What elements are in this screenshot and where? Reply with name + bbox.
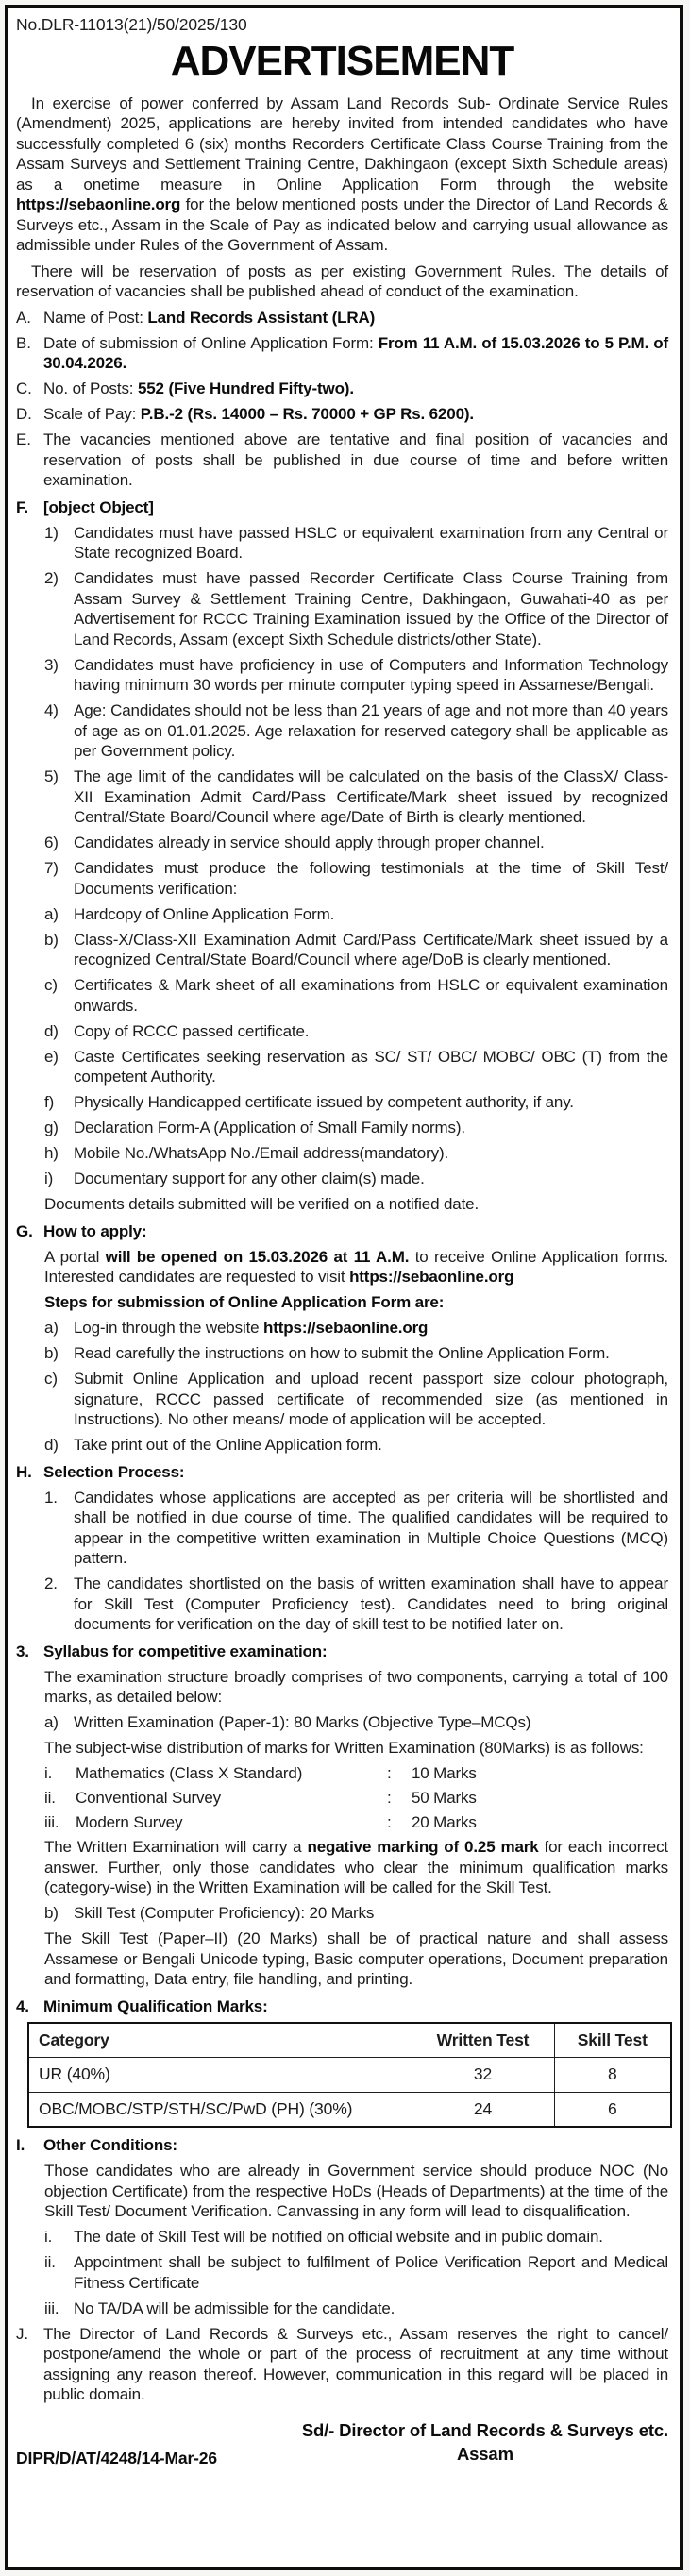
advertisement-document (5, 5, 683, 2570)
marks-row-mathematics (44, 1763, 668, 1784)
item-marker: a) (44, 1713, 59, 1731)
item-text: Declaration Form-A (Application of Small Family norms). (74, 1119, 465, 1136)
item-marker: 3) (44, 655, 59, 674)
marks-distribution-note: The subject-wise distribution of marks for Written Examination (80Marks) is as follows: (44, 1739, 644, 1757)
section-b-marker: B. (16, 333, 31, 352)
col-header-category: Category (28, 2023, 412, 2058)
testimonial-item-h (44, 1143, 668, 1164)
item-text: Candidates must have passed HSLC or equivalent examination from any Central or State recognized Board. (74, 523, 668, 562)
how-to-apply-heading: How to apply: (43, 1221, 147, 1240)
subject-name: Conventional Survey (76, 1789, 222, 1807)
item-marker: c) (44, 976, 58, 994)
portal-text: A portal (44, 1247, 106, 1266)
item-marker: a) (44, 904, 59, 923)
item-marker: 2. (44, 1574, 58, 1592)
section-3-heading (16, 1642, 668, 1662)
item-marker: f) (44, 1093, 55, 1111)
colon: : (387, 1764, 392, 1782)
eligibility-heading: [object Object] (43, 497, 154, 516)
col-header-written-test: Written Test (412, 2023, 554, 2058)
noc-paragraph: Those candidates who are already in Government service should produce NOC (No objection Certificate) from the respective HoDs (Heads of Departments) at the time of the Skill Test/ Document Verification. Canvassing in any form will lead to disqualification. (44, 2162, 668, 2220)
item-marker: 7) (44, 859, 59, 877)
section-3-marker: 3. (16, 1642, 29, 1660)
item-text: Candidates already in service should apply through proper channel. (74, 833, 545, 851)
section-h-marker: H. (16, 1462, 32, 1481)
intro-text: In exercise of power conferred by Assam Land Records Sub- Ordinate Service Rules (Amendment) 2025, applications are hereby invited from intended candidates who have successfully completed 6 (six) months Recorders Certificate Class Course Training from the Assam Surveys and Settlement Training Centre, Dakhingaon (except Sixth Schedule areas) as a onetime measure in Online Application Form through the website (16, 93, 668, 194)
step-b (44, 1343, 668, 1364)
item-marker: i. (44, 2228, 53, 2246)
section-4-marker: 4. (16, 1996, 29, 2015)
item-marker: 2) (44, 569, 59, 587)
item-marker: c) (44, 1370, 58, 1388)
signature-block (16, 2415, 668, 2473)
section-j-text: The Director of Land Records & Surveys etc., Assam reserves the right to cancel/ postpone/amend the whole or part of the process of recruitment at any time without assigning any reason thereof. However, communication in this regard will be placed in public domain. (43, 2324, 668, 2403)
item-marker: i) (44, 1170, 54, 1187)
eligibility-item-6 (44, 833, 668, 853)
item-marker: g) (44, 1119, 59, 1136)
item-marker: 1. (44, 1488, 58, 1507)
subject-name: Modern Survey (76, 1813, 183, 1831)
qualification-marks-table (27, 2022, 672, 2129)
step-a (44, 1318, 668, 1339)
item-marker: 6) (44, 833, 59, 851)
section-a-label: Name of Post: (43, 308, 148, 327)
item-marker: h) (44, 1144, 59, 1162)
item-marker: b) (44, 1344, 59, 1362)
post-count-value: 552 (Five Hundred Fifty-two). (137, 379, 354, 397)
item-text: Mobile No./WhatsApp No./Email address(mandatory). (74, 1144, 449, 1162)
intro-url: https://sebaonline.org (16, 195, 181, 213)
item-text: Candidates must have passed Recorder Certificate Class Course Training from Assam Survey & Settlement Training Centre, Dakhingaon, Guwahati-40 as per Advertisement for RCCC Training Examination issued by the Office of the Director of Land Records, Assam (except Sixth Schedule districts/other State). (74, 569, 668, 648)
subject-marks: 50 Marks (412, 1789, 477, 1807)
portal-url: https://sebaonline.org (349, 1268, 514, 1286)
submission-dates-value: From 11 A.M. of 15.03.2026 to 5 P.M. of 30.04.2026. (43, 333, 668, 372)
eligibility-item-1 (44, 523, 668, 564)
table-row-ur (28, 2058, 671, 2093)
section-e-marker: E. (16, 430, 31, 448)
item-marker: e) (44, 1047, 59, 1066)
item-text: Documentary support for any other claim(s) made. (74, 1170, 425, 1187)
section-j-marker: J. (16, 2324, 28, 2343)
item-text: Physically Handicapped certificate issued by competent authority, if any. (74, 1093, 574, 1111)
section-a-marker: A. (16, 308, 31, 327)
selection-process-heading: Selection Process: (43, 1462, 185, 1481)
section-e (16, 429, 668, 491)
item-marker: iii. (44, 2298, 59, 2317)
subject-name: Mathematics (Class X Standard) (76, 1764, 303, 1782)
documents-note: Documents details submitted will be verified on a notified date. (44, 1195, 480, 1213)
subject-marks: 20 Marks (412, 1813, 477, 1831)
item-marker: b) (44, 930, 59, 949)
eligibility-item-3 (44, 655, 668, 696)
selection-item-2 (44, 1574, 668, 1635)
item-marker: d) (44, 1436, 59, 1454)
section-g-marker: G. (16, 1221, 33, 1240)
item-text: Submit Online Application and upload recent passport size colour photograph, signature, RCCC passed certificate of recommended size (as mentioned in Instructions). No other means/ mode of application will be accepted. (74, 1370, 668, 1428)
selection-item-1 (44, 1488, 668, 1569)
item-text: Candidates whose applications are accepted as per criteria will be shortlisted and shall be notified in due course of time. The qualified candidates will be required to appear in the competitive written examination in Multiple Choice Questions (MCQ) pattern. (74, 1488, 668, 1567)
testimonial-item-c (44, 975, 668, 1016)
item-text: Caste Certificates seeking reservation as SC/ ST/ OBC/ MOBC/ OBC (T) from the competent Authority. (74, 1047, 668, 1086)
min-qualification-heading: Minimum Qualification Marks: (43, 1996, 268, 2015)
condition-iii (44, 2298, 668, 2319)
item-text: Hardcopy of Online Application Form. (74, 904, 335, 923)
written-test-cell: 24 (412, 2092, 554, 2127)
reservation-paragraph: There will be reservation of posts as per existing Government Rules. The details of reservation of vacancies shall be published ahead of conduct of the examination. (16, 261, 668, 300)
section-f-heading (16, 497, 668, 518)
section-i-heading (16, 2135, 668, 2156)
section-f-marker: F. (16, 497, 28, 516)
section-g-heading (16, 1221, 668, 1242)
colon: : (387, 1813, 392, 1831)
testimonial-item-d (44, 1021, 668, 1042)
dipr-reference: DIPR/D/AT/4248/14-Mar-26 (16, 2449, 217, 2467)
testimonial-item-e (44, 1047, 668, 1087)
item-text: Certificates & Mark sheet of all examinations from HSLC or equivalent examination onwards. (74, 976, 668, 1015)
item-marker: 1) (44, 523, 59, 542)
category-cell: UR (40%) (28, 2058, 412, 2093)
section-d-marker: D. (16, 405, 32, 423)
portal-open-date: will be opened on 15.03.2026 at 11 A.M. (105, 1247, 410, 1266)
reference-number: No.DLR-11013(21)/50/2025/130 (16, 15, 247, 34)
item-marker: 5) (44, 767, 59, 785)
pay-scale-value: P.B.-2 (Rs. 14000 – Rs. 70000 + GP Rs. 6200). (140, 405, 474, 423)
section-4-heading (16, 1996, 668, 2017)
item-marker: ii. (44, 2253, 56, 2271)
item-text: Take print out of the Online Application form. (74, 1436, 382, 1454)
written-exam-item (44, 1712, 668, 1733)
testimonial-item-i (44, 1169, 668, 1189)
colon: : (387, 1789, 392, 1807)
item-text: The date of Skill Test will be notified on official website and in public domain. (74, 2228, 603, 2246)
signatory-place: Assam (456, 2443, 513, 2464)
section-d (16, 404, 668, 425)
section-j (16, 2324, 668, 2405)
section-d-label: Scale of Pay: (43, 405, 141, 423)
condition-ii (44, 2252, 668, 2293)
testimonial-item-b (44, 930, 668, 970)
neg-text: The Written Examination will carry a (44, 1838, 308, 1856)
steps-heading: Steps for submission of Online Application Form are: (44, 1293, 445, 1311)
item-marker: d) (44, 1021, 59, 1040)
category-cell: OBC/MOBC/STP/STH/SC/PwD (PH) (30%) (28, 2092, 412, 2127)
item-text: No TA/DA will be admissible for the candidate. (74, 2298, 395, 2317)
item-text: Class-X/Class-XII Examination Admit Card/Pass Certificate/Mark sheet issued by a recognized Central/State Board/Council where age/DoB is clearly mentioned. (74, 930, 668, 968)
testimonial-item-f (44, 1092, 668, 1113)
section-e-text: The vacancies mentioned above are tentative and final position of vacancies and reservation of posts shall be published in due course of time and before written examination. (43, 430, 668, 489)
written-test-cell: 32 (412, 2058, 554, 2093)
skill-test-cell: 6 (554, 2092, 671, 2127)
testimonial-item-g (44, 1118, 668, 1138)
item-text: Log-in through the website (74, 1319, 264, 1337)
item-marker: a) (44, 1319, 59, 1337)
item-text: Copy of RCCC passed certificate. (74, 1021, 310, 1040)
item-text: Age: Candidates should not be less than 21 years of age and not more than 40 years of age as on 01.01.2025. Age relaxation for reserved category shall be applicable as per Government policy. (74, 701, 668, 760)
condition-i (44, 2227, 668, 2248)
step-url: https://sebaonline.org (263, 1319, 429, 1337)
col-header-skill-test: Skill Test (554, 2023, 671, 2058)
item-marker: b) (44, 1904, 59, 1922)
item-text: Candidates must produce the following testimonials at the time of Skill Test/ Documents verification: (74, 859, 668, 898)
syllabus-intro: The examination structure broadly comprises of two components, carrying a total of 100 marks, as detailed below: (44, 1667, 668, 1706)
neg-text-2: for each incorrect answer. Further, only those candidates who clear the minimum qualification marks (category-wise) in the Written Examination will be called for the Skill Test. (44, 1838, 669, 1896)
marks-row-modern-survey (44, 1812, 668, 1833)
section-c-marker: C. (16, 379, 32, 397)
testimonial-item-a (44, 904, 668, 925)
negative-marking-paragraph (44, 1837, 668, 1898)
item-text: Candidates must have proficiency in use of Computers and Information Technology having minimum 30 words per minute computer typing speed in Assamese/Bengali. (74, 655, 668, 694)
eligibility-item-7 (44, 858, 668, 899)
post-name-value: Land Records Assistant (LRA) (147, 308, 376, 327)
section-b (16, 333, 668, 374)
eligibility-item-2 (44, 568, 668, 649)
eligibility-item-5 (44, 766, 668, 828)
intro-paragraph (16, 93, 668, 256)
skill-test-cell: 8 (554, 2058, 671, 2093)
step-d (44, 1435, 668, 1456)
subject-marks: 10 Marks (412, 1764, 477, 1782)
signatory-title: Sd/- Director of Land Records & Surveys etc. (301, 2419, 668, 2440)
intro-text-2: for the below mentioned posts under the Director of Land Records & Surveys etc., Assam in the Scale of Pay as indicated below and carrying usual allowance as admissible under Rules of the Government of Assam. (16, 195, 668, 254)
portal-paragraph (44, 1247, 668, 1288)
skill-test-paragraph: The Skill Test (Paper–II) (20 Marks) shall be of practical nature and shall assess Assamese or Bengali Unicode typing, Basic computer operations, Document preparation and formatting, Data entry, file handling, and printing. (44, 1929, 668, 1988)
section-a (16, 308, 668, 328)
section-i-marker: I. (16, 2136, 25, 2154)
signature (302, 2418, 668, 2466)
step-c (44, 1369, 668, 1430)
item-text: The candidates shortlisted on the basis of written examination shall have to appear for Skill Test (Computer Proficiency test). Candidates need to bring original documents for verification on the day of skill test to be notified later on. (74, 1574, 668, 1633)
item-text: Appointment shall be subject to fulfilment of Police Verification Report and Medical Fitness Certificate (74, 2253, 668, 2292)
table-row-obc (28, 2092, 671, 2127)
row-marker: i. (44, 1764, 53, 1782)
other-conditions-heading: Other Conditions: (43, 2136, 177, 2154)
item-text: Read carefully the instructions on how to submit the Online Application Form. (74, 1344, 610, 1362)
item-text: Written Examination (Paper-1): 80 Marks (Objective Type–MCQs) (74, 1713, 531, 1731)
eligibility-item-4 (44, 700, 668, 762)
skill-test-item (44, 1903, 668, 1924)
row-marker: ii. (44, 1789, 56, 1807)
marks-row-conventional-survey (44, 1788, 668, 1809)
syllabus-heading: Syllabus for competitive examination: (43, 1642, 328, 1660)
section-c (16, 379, 668, 399)
row-marker: iii. (44, 1813, 59, 1831)
item-marker: 4) (44, 701, 59, 719)
item-text: Skill Test (Computer Proficiency): 20 Marks (74, 1904, 375, 1922)
section-c-label: No. of Posts: (43, 379, 138, 397)
page-title: ADVERTISEMENT (170, 37, 514, 84)
portal-text-2: to receive Online Application forms. Interested candidates are requested to visit (44, 1247, 668, 1286)
item-text: The age limit of the candidates will be calculated on the basis of the ClassX/ Class-XII Examination Admit Card/Pass Certificate/Mark sheet issued by recognized Central/State Board/Council where age/Date of Birth is clearly mentioned. (74, 767, 668, 826)
table-header-row (28, 2023, 671, 2058)
section-h-heading (16, 1462, 668, 1483)
section-b-label: Date of submission of Online Application Form: (43, 333, 379, 352)
negative-marking-value: negative marking of 0.25 mark (307, 1838, 539, 1856)
